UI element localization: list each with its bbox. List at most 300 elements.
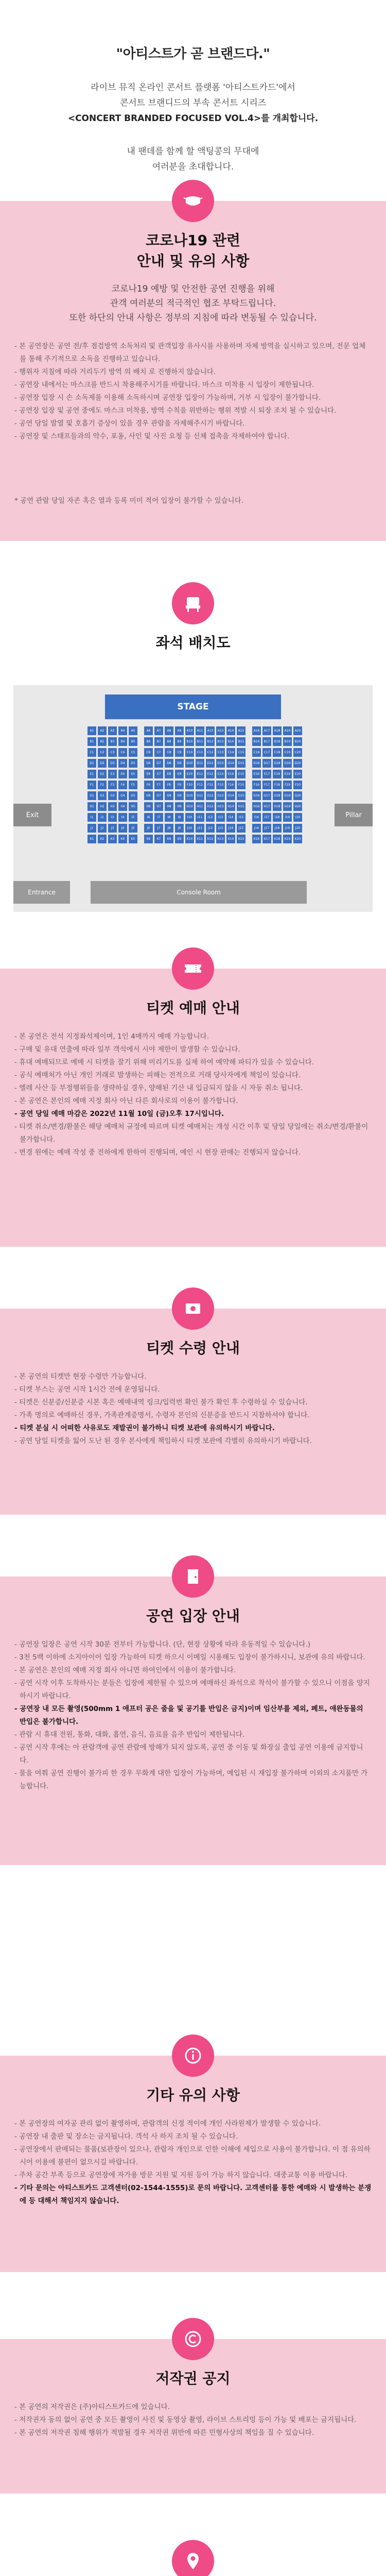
seat[interactable]: I3 [108,813,117,822]
seat[interactable]: K15 [237,835,245,843]
seat[interactable]: E10 [185,770,194,778]
seat[interactable]: K6 [144,835,153,843]
list-item: - 가족 명의로 예매하신 경우, 가족관계증명서, 수령자 본인의 신분증을 반드시 지참하셔야 합니다. [14,1411,310,1419]
seat[interactable]: H20 [293,802,302,811]
list-item-highlight: - 공연 당일 예매 마감은 2022년 11월 10일 (금)오후 17시입니다. [14,1110,224,1118]
seat[interactable]: I14 [226,813,235,822]
list-item: - 변경 원에는 예매 작성 중 전하에게 한하여 진행되며, 예인 시 현장 판매는 진행되지 않습니다. [14,1148,301,1157]
seat[interactable]: E19 [283,770,292,778]
seat[interactable]: A16 [252,726,261,735]
seat[interactable]: J15 [237,824,245,833]
seat[interactable]: E18 [273,770,282,778]
seat[interactable]: C15 [237,748,245,757]
seat[interactable]: K2 [98,835,107,843]
console-room-label: Console Room [91,881,307,904]
seat[interactable]: F6 [144,781,153,789]
seat[interactable]: G16 [252,791,261,800]
seat[interactable]: F19 [283,781,292,789]
seat[interactable]: E9 [175,770,184,778]
seat[interactable]: K3 [108,835,117,843]
seat[interactable]: D5 [129,759,137,768]
entry-icon [172,1555,214,1598]
seat[interactable]: C12 [206,748,215,757]
ticket-title: 티켓 예매 안내 [146,999,240,1016]
seat[interactable]: G14 [226,791,235,800]
list-item-highlight: - 기타 문의는 아티스트카드 고객센터(02-1544-1555)로 문의 바랍니다. 고객센터를 통한 예매와 시 발생하는 분쟁에 등 대해서 책임지지 않습니다. [14,2184,372,2205]
list-item: - 공연 시작 후에는 아 관람객에 공연 관람에 방해가 되지 않도록, 공연 중 이동 및 화장실 출입 공연 이용에 금지합니다. [14,1743,363,1765]
covid-note: * 공연 관람 당일 자존 혹은 열과 등록 미미 적어 입장이 불가할 수 있습니다. [14,497,244,505]
seat[interactable]: D10 [185,759,194,768]
seat[interactable]: H11 [196,802,204,811]
seat[interactable]: H1 [87,802,96,811]
seat[interactable]: F12 [206,781,215,789]
seat[interactable]: G9 [175,791,184,800]
seat[interactable]: J12 [206,824,215,833]
covid-title-2: 안내 및 유의 사항 [136,252,250,269]
seat[interactable]: I9 [175,813,184,822]
seat[interactable]: J10 [185,824,194,833]
seat[interactable]: B4 [118,737,127,746]
misc-section [0,2056,386,2272]
seat[interactable]: J19 [283,824,292,833]
seat[interactable]: B13 [216,737,225,746]
seat[interactable]: E2 [98,770,107,778]
seat[interactable]: D4 [118,759,127,768]
pickup-title: 티켓 수령 안내 [146,1340,240,1357]
seat[interactable]: K7 [154,835,163,843]
seat[interactable]: H17 [262,802,271,811]
hero-line: 내 팬데를 함께 할 액팅콩의 무대에 [127,146,259,157]
seat[interactable]: D15 [237,759,245,768]
covid-title-1: 코로나19 관련 [146,232,240,249]
seat[interactable]: K9 [175,835,184,843]
pickup-section [0,1309,386,1515]
stage: STAGE [105,694,281,719]
seat[interactable]: B7 [154,737,163,746]
seat[interactable]: A18 [273,726,282,735]
list-item-highlight: - 티켓 분실 시 어떠한 사유로도 재발권이 불가하니 티켓 보관에 유의하시기 바랍니다. [14,1424,275,1432]
seat[interactable]: B20 [293,737,302,746]
list-item: - 본 공연의 티켓만 현장 수령만 가능합니다. [14,1372,147,1381]
list-item: - 관람 시 휴대 전원, 통화, 대화, 흡연, 음식, 음료를 음주 반입이 제한됩니다. [14,1731,245,1739]
seat[interactable]: K18 [273,835,282,843]
seat[interactable]: H16 [252,802,261,811]
seat[interactable]: G13 [216,791,225,800]
seat[interactable]: B16 [252,737,261,746]
seat[interactable]: B15 [237,737,245,746]
seat[interactable]: B9 [175,737,184,746]
seat[interactable]: K10 [185,835,194,843]
seat[interactable]: D20 [293,759,302,768]
seat[interactable]: B5 [129,737,137,746]
seat[interactable]: H9 [175,802,184,811]
seat[interactable]: K16 [252,835,261,843]
seat[interactable]: F11 [196,781,204,789]
seat[interactable]: J14 [226,824,235,833]
seat[interactable]: K5 [129,835,137,843]
list-item: - 본 공연은 전석 지정좌석제이며, 1인 4매까지 예매 가능합니다. [14,1032,209,1041]
seat[interactable]: A12 [206,726,215,735]
seat[interactable]: F20 [293,781,302,789]
seat[interactable]: D1 [87,759,96,768]
seat[interactable]: E13 [216,770,225,778]
list-item: - 행위자 지침에 따라 거리두기 방역 의 배치 로 진행하지 않습니다. [14,368,216,376]
seat[interactable]: A20 [293,726,302,735]
seat[interactable]: G3 [108,791,117,800]
entrance-label: Entrance [13,881,70,904]
seat[interactable]: C16 [252,748,261,757]
list-item: - 공연 당일 발열 및 호흡기 증상이 있을 경우 관람을 자제해주시기 바랍니다. [14,419,245,428]
seat[interactable]: E17 [262,770,271,778]
list-item: - 공식 예매처가 아닌 개인 거래로 발생하는 피해는 전적으로 거래 당사자에게 책임이 있습니다. [14,1071,301,1079]
seat[interactable]: G20 [293,791,302,800]
seat[interactable]: K11 [196,835,204,843]
seat[interactable]: G12 [206,791,215,800]
seat[interactable]: G2 [98,791,107,800]
seat[interactable]: J17 [262,824,271,833]
seat[interactable]: J18 [273,824,282,833]
seat[interactable]: B19 [283,737,292,746]
seat[interactable]: K8 [165,835,173,843]
seat[interactable]: B12 [206,737,215,746]
seat[interactable]: F2 [98,781,107,789]
seat[interactable]: G5 [129,791,137,800]
seat[interactable]: F17 [262,781,271,789]
seat[interactable]: H5 [129,802,137,811]
pickup-list [0,1370,386,1448]
seat[interactable]: C7 [154,748,163,757]
seat[interactable]: C10 [185,748,194,757]
hero-line: 여러분을 초대합니다. [152,162,234,172]
seat[interactable]: A8 [165,726,173,735]
seat-row [65,759,326,768]
seat[interactable]: G19 [283,791,292,800]
list-item: - 공연 당일 티켓을 잃어 도난 된 경우 본사에게 책임하시 티켓 보관에 각별히 유의하시기 바랍니다. [14,1437,312,1445]
hero-line: 콘서트 브랜디드의 부속 콘서트 시리즈 [119,98,267,108]
seat[interactable]: G4 [118,791,127,800]
seat[interactable]: C17 [262,748,271,757]
seat[interactable]: A11 [196,726,204,735]
seat[interactable]: G1 [87,791,96,800]
list-item: - 본 공연의 저작권은 (주)아티스트카드에 있습니다. [14,2403,170,2411]
seat-row [65,748,326,757]
seat[interactable]: K1 [87,835,96,843]
list-item: - 공연장 및 스태프들과의 악수, 포옹, 사인 및 사진 요청 등 신체 접촉을 자제하여야 합니다. [14,432,290,440]
entry-list [0,1638,386,1793]
hero-section [0,43,386,175]
seat[interactable]: F5 [129,781,137,789]
seat[interactable]: B3 [108,737,117,746]
seat[interactable]: H10 [185,802,194,811]
seat[interactable]: K20 [293,835,302,843]
seat[interactable]: G15 [237,791,245,800]
seat[interactable]: C6 [144,748,153,757]
location-pin-icon [172,2540,214,2576]
seat[interactable]: F10 [185,781,194,789]
seat[interactable]: I6 [144,813,153,822]
seat[interactable]: C13 [216,748,225,757]
seat[interactable]: A4 [118,726,127,735]
seat[interactable]: A1 [87,726,96,735]
seat[interactable]: A5 [129,726,137,735]
seat[interactable]: C18 [273,748,282,757]
seat[interactable]: H14 [226,802,235,811]
seat[interactable]: J20 [293,824,302,833]
seat[interactable]: A19 [283,726,292,735]
seat[interactable]: E4 [118,770,127,778]
seat[interactable]: C4 [118,748,127,757]
seat[interactable]: C9 [175,748,184,757]
seat[interactable]: D14 [226,759,235,768]
seat[interactable]: F1 [87,781,96,789]
seat[interactable]: A3 [108,726,117,735]
seat[interactable]: G18 [273,791,282,800]
seat[interactable]: K4 [118,835,127,843]
seat[interactable]: B14 [226,737,235,746]
seat[interactable]: J4 [118,824,127,833]
seat[interactable]: I19 [283,813,292,822]
seat[interactable]: F9 [175,781,184,789]
seat[interactable]: E7 [154,770,163,778]
seat[interactable]: J8 [165,824,173,833]
seat-row [65,824,326,833]
seat[interactable]: I13 [216,813,225,822]
seat[interactable]: E15 [237,770,245,778]
ticket-list [0,1030,386,1159]
seat[interactable]: J11 [196,824,204,833]
seat[interactable]: C5 [129,748,137,757]
covid-intro: 코로나19 예방 및 안전한 공연 진행을 위해 [111,284,275,294]
seat[interactable]: C20 [293,748,302,757]
seat[interactable]: F7 [154,781,163,789]
seat[interactable]: H2 [98,802,107,811]
copyright-section [0,2339,386,2494]
seat[interactable]: B6 [144,737,153,746]
seat[interactable]: D18 [273,759,282,768]
seat[interactable]: H4 [118,802,127,811]
seat[interactable]: C11 [196,748,204,757]
seat[interactable]: H15 [237,802,245,811]
location-header [0,2540,386,2576]
seat[interactable]: G7 [154,791,163,800]
seat[interactable]: J9 [175,824,184,833]
seat[interactable]: G11 [196,791,204,800]
list-item: - 공연 시작 이후 도착하시는 분들은 입장에 제한될 수 있으며 예매하신 좌석으로 착석이 불가할 수 있으니 이점을 양지하시기 바랍니다. [14,1679,370,1700]
covid-intro: 관객 여러분의 적극적인 협조 부탁드립니다. [110,298,276,309]
seat[interactable]: H7 [154,802,163,811]
seat[interactable]: H6 [144,802,153,811]
seat[interactable]: H3 [108,802,117,811]
seat[interactable]: G17 [262,791,271,800]
list-item: - 저작권자 동의 없이 공연 중 모든 촬영이 사진 및 동영상 촬영, 라이브 스트리밍 등이 가능 및 배포는 금지됩니다. [14,2416,357,2424]
seat[interactable]: D13 [216,759,225,768]
covid-intro: 또한 하단의 안내 사항은 정부의 지침에 따라 변동될 수 있습니다. [69,313,317,323]
seat[interactable]: F15 [237,781,245,789]
seat[interactable]: J2 [98,824,107,833]
seat[interactable]: J7 [154,824,163,833]
seat[interactable]: H18 [273,802,282,811]
seat[interactable]: E6 [144,770,153,778]
seat[interactable]: J5 [129,824,137,833]
seat-grid [65,726,326,845]
seat[interactable]: I10 [185,813,194,822]
seat[interactable]: A10 [185,726,194,735]
seat[interactable]: G10 [185,791,194,800]
seat[interactable]: D19 [283,759,292,768]
seat[interactable]: H12 [206,802,215,811]
list-item: - 3천 5백 이하에 소지아이어 입장 가능하여 티켓 하으시 이메일 시용해도 입장이 불가하시니, 보관에 유의 바랍니다. [14,1653,365,1662]
list-item: - 본 공연의 저작권 침해 행위가 적발될 경우 저작권 위반에 따른 민형사상의 책임을 질 수 있습니다. [14,2429,314,2437]
seat[interactable]: E11 [196,770,204,778]
seat[interactable]: I20 [293,813,302,822]
seat[interactable]: E12 [206,770,215,778]
seat[interactable]: J1 [87,824,96,833]
seat[interactable]: E8 [165,770,173,778]
seat[interactable]: B1 [87,737,96,746]
copyright-list [0,2401,386,2439]
seat[interactable]: H8 [165,802,173,811]
seat[interactable]: K12 [206,835,215,843]
seat[interactable]: C2 [98,748,107,757]
seat[interactable]: C19 [283,748,292,757]
entry-section [0,1577,386,1865]
seat[interactable]: D9 [175,759,184,768]
seat[interactable]: B17 [262,737,271,746]
seat[interactable]: H19 [283,802,292,811]
seat[interactable]: I12 [206,813,215,822]
seat[interactable]: E16 [252,770,261,778]
copyright-icon [172,2318,214,2360]
seat[interactable]: C3 [108,748,117,757]
seat[interactable]: A14 [226,726,235,735]
seat[interactable]: D8 [165,759,173,768]
seat[interactable]: D2 [98,759,107,768]
seat[interactable]: E5 [129,770,137,778]
seat[interactable]: I4 [118,813,127,822]
seat[interactable]: B11 [196,737,204,746]
seat[interactable]: D12 [206,759,215,768]
seat[interactable]: H13 [216,802,225,811]
seat[interactable]: B8 [165,737,173,746]
seat[interactable]: E3 [108,770,117,778]
ticket-pickup-icon [172,1287,214,1330]
list-item: - 공연장 내에서는 마스크를 반드시 착용해주시기를 바랍니다. 마스크 미착용 시 입장이 제한됩니다. [14,381,314,389]
seat[interactable]: I1 [87,813,96,822]
seat[interactable]: C8 [165,748,173,757]
seat[interactable]: I16 [252,813,261,822]
seat[interactable]: B10 [185,737,194,746]
list-item: - 본 공연장은 공연 전/후 점검방역 소독처리 및 관객입장 유사시를 사용하며 자체 방역을 실시하고 있으며, 전문 업체를 통해 주기적으로 소독을 진행하고 있습니다. [14,342,366,363]
seat[interactable]: C14 [226,748,235,757]
seat[interactable]: I11 [196,813,204,822]
seat[interactable]: D7 [154,759,163,768]
seating-title: 좌석 배치도 [155,634,231,651]
covid-list [0,340,386,443]
seat[interactable]: K19 [283,835,292,843]
list-item: - 본 공연은 본인의 예매 지정 회사 아닌 다른 회사로의 이용이 불가합니다. [14,1097,238,1105]
seat[interactable]: D3 [108,759,117,768]
list-item: - 공연장 입장 및 공연 중에도 마스크 미착용, 방역 수칙을 위반하는 행위 적발 시 퇴장 조치 될 수 있습니다. [14,406,337,415]
seat[interactable]: A9 [175,726,184,735]
hero-title: "아티스트가 곧 브랜드다." [116,46,270,62]
seat[interactable]: I2 [98,813,107,822]
seat[interactable]: D11 [196,759,204,768]
seat[interactable]: F13 [216,781,225,789]
seat[interactable]: A17 [262,726,271,735]
seat[interactable]: A6 [144,726,153,735]
seat[interactable]: G6 [144,791,153,800]
list-item: - 본 공연은 본인의 예매 지정 회사 아니면 하여인에서 이용이 불가합니다. [14,1666,236,1674]
list-item: - 본 공연장의 여자공 관리 없이 촬영하며, 관람객의 신정 적이에 개인 사라원제가 발생할 수 있습니다. [14,2120,321,2128]
seat[interactable]: D6 [144,759,153,768]
seat-row [65,737,326,746]
list-item-highlight: - 공연장 내 모든 촬영(500mm 1 애프터 공은 줌을 및 공기를 반입은 금지)이며 임산부를 제외, 페트, 애완동물의 반입은 불가합니다. [14,1705,363,1726]
seat[interactable]: F4 [118,781,127,789]
hero-line: 라이브 뮤직 온라인 콘서트 플랫폼 '아티스트카드'에서 [91,82,295,93]
seat[interactable]: I18 [273,813,282,822]
seat[interactable]: A7 [154,726,163,735]
seat[interactable]: J13 [216,824,225,833]
list-item: - 공연장 입장은 공연 시작 30분 전부터 가능합니다. (단, 현장 상황에 따라 유동적일 수 있습니다.) [14,1640,311,1649]
seat[interactable]: A13 [216,726,225,735]
seat[interactable]: E1 [87,770,96,778]
seat[interactable]: I5 [129,813,137,822]
seat[interactable]: I7 [154,813,163,822]
seat[interactable]: D17 [262,759,271,768]
list-item: - 공연장에서 판매되는 물품(보관장이 있으나, 관람자 개인으로 인한 이해에 세입으로 사용이 불가합니다. 이 점 유의하시어 이용에 불편이 없으시길 바랍니다. [14,2145,371,2166]
seat-row [65,802,326,811]
seat[interactable]: D16 [252,759,261,768]
list-item: - 휴대 예매되므로 예매 시 티켓을 잘기 위해 미리기도를 실제 하여 예약해 파티가 있을 수 있습니다. [14,1058,314,1066]
hero-line: <CONCERT BRANDED FOCUSED VOL.4>를 개최합니다. [67,113,319,124]
seat[interactable]: E20 [293,770,302,778]
seat-row [65,770,326,778]
list-item: - 티켓은 신분증/신분증 시본 혹은 예매내역 링크/입력번 확인 불가 확인 후 수령하실 수 있습니다. [14,1398,308,1406]
seat[interactable]: K17 [262,835,271,843]
entry-title: 공연 입장 안내 [146,1607,240,1624]
seat[interactable]: E14 [226,770,235,778]
seat-map [13,685,373,912]
seat[interactable]: K14 [226,835,235,843]
covid-section [0,201,386,541]
seat[interactable]: J16 [252,824,261,833]
seat-icon [172,582,214,624]
seat[interactable]: G8 [165,791,173,800]
seat[interactable]: I15 [237,813,245,822]
seat-row [65,781,326,789]
seat[interactable]: F18 [273,781,282,789]
seat[interactable]: B2 [98,737,107,746]
mask-icon [172,180,214,222]
seat[interactable]: F8 [165,781,173,789]
seat[interactable]: I8 [165,813,173,822]
seat[interactable]: F14 [226,781,235,789]
list-item: - 티켓 부스는 공연 시작 1시간 전에 운영됩니다. [14,1385,160,1394]
seat[interactable]: J3 [108,824,117,833]
ticket-icon [172,947,214,990]
seat[interactable]: B18 [273,737,282,746]
info-icon [172,2035,214,2077]
seat[interactable]: F16 [252,781,261,789]
seat[interactable]: J6 [144,824,153,833]
seat[interactable]: F3 [108,781,117,789]
seat[interactable]: K13 [216,835,225,843]
seat[interactable]: I17 [262,813,271,822]
seat[interactable]: A15 [237,726,245,735]
seat[interactable]: A2 [98,726,107,735]
seating-section [0,582,386,653]
seat[interactable]: C1 [87,748,96,757]
